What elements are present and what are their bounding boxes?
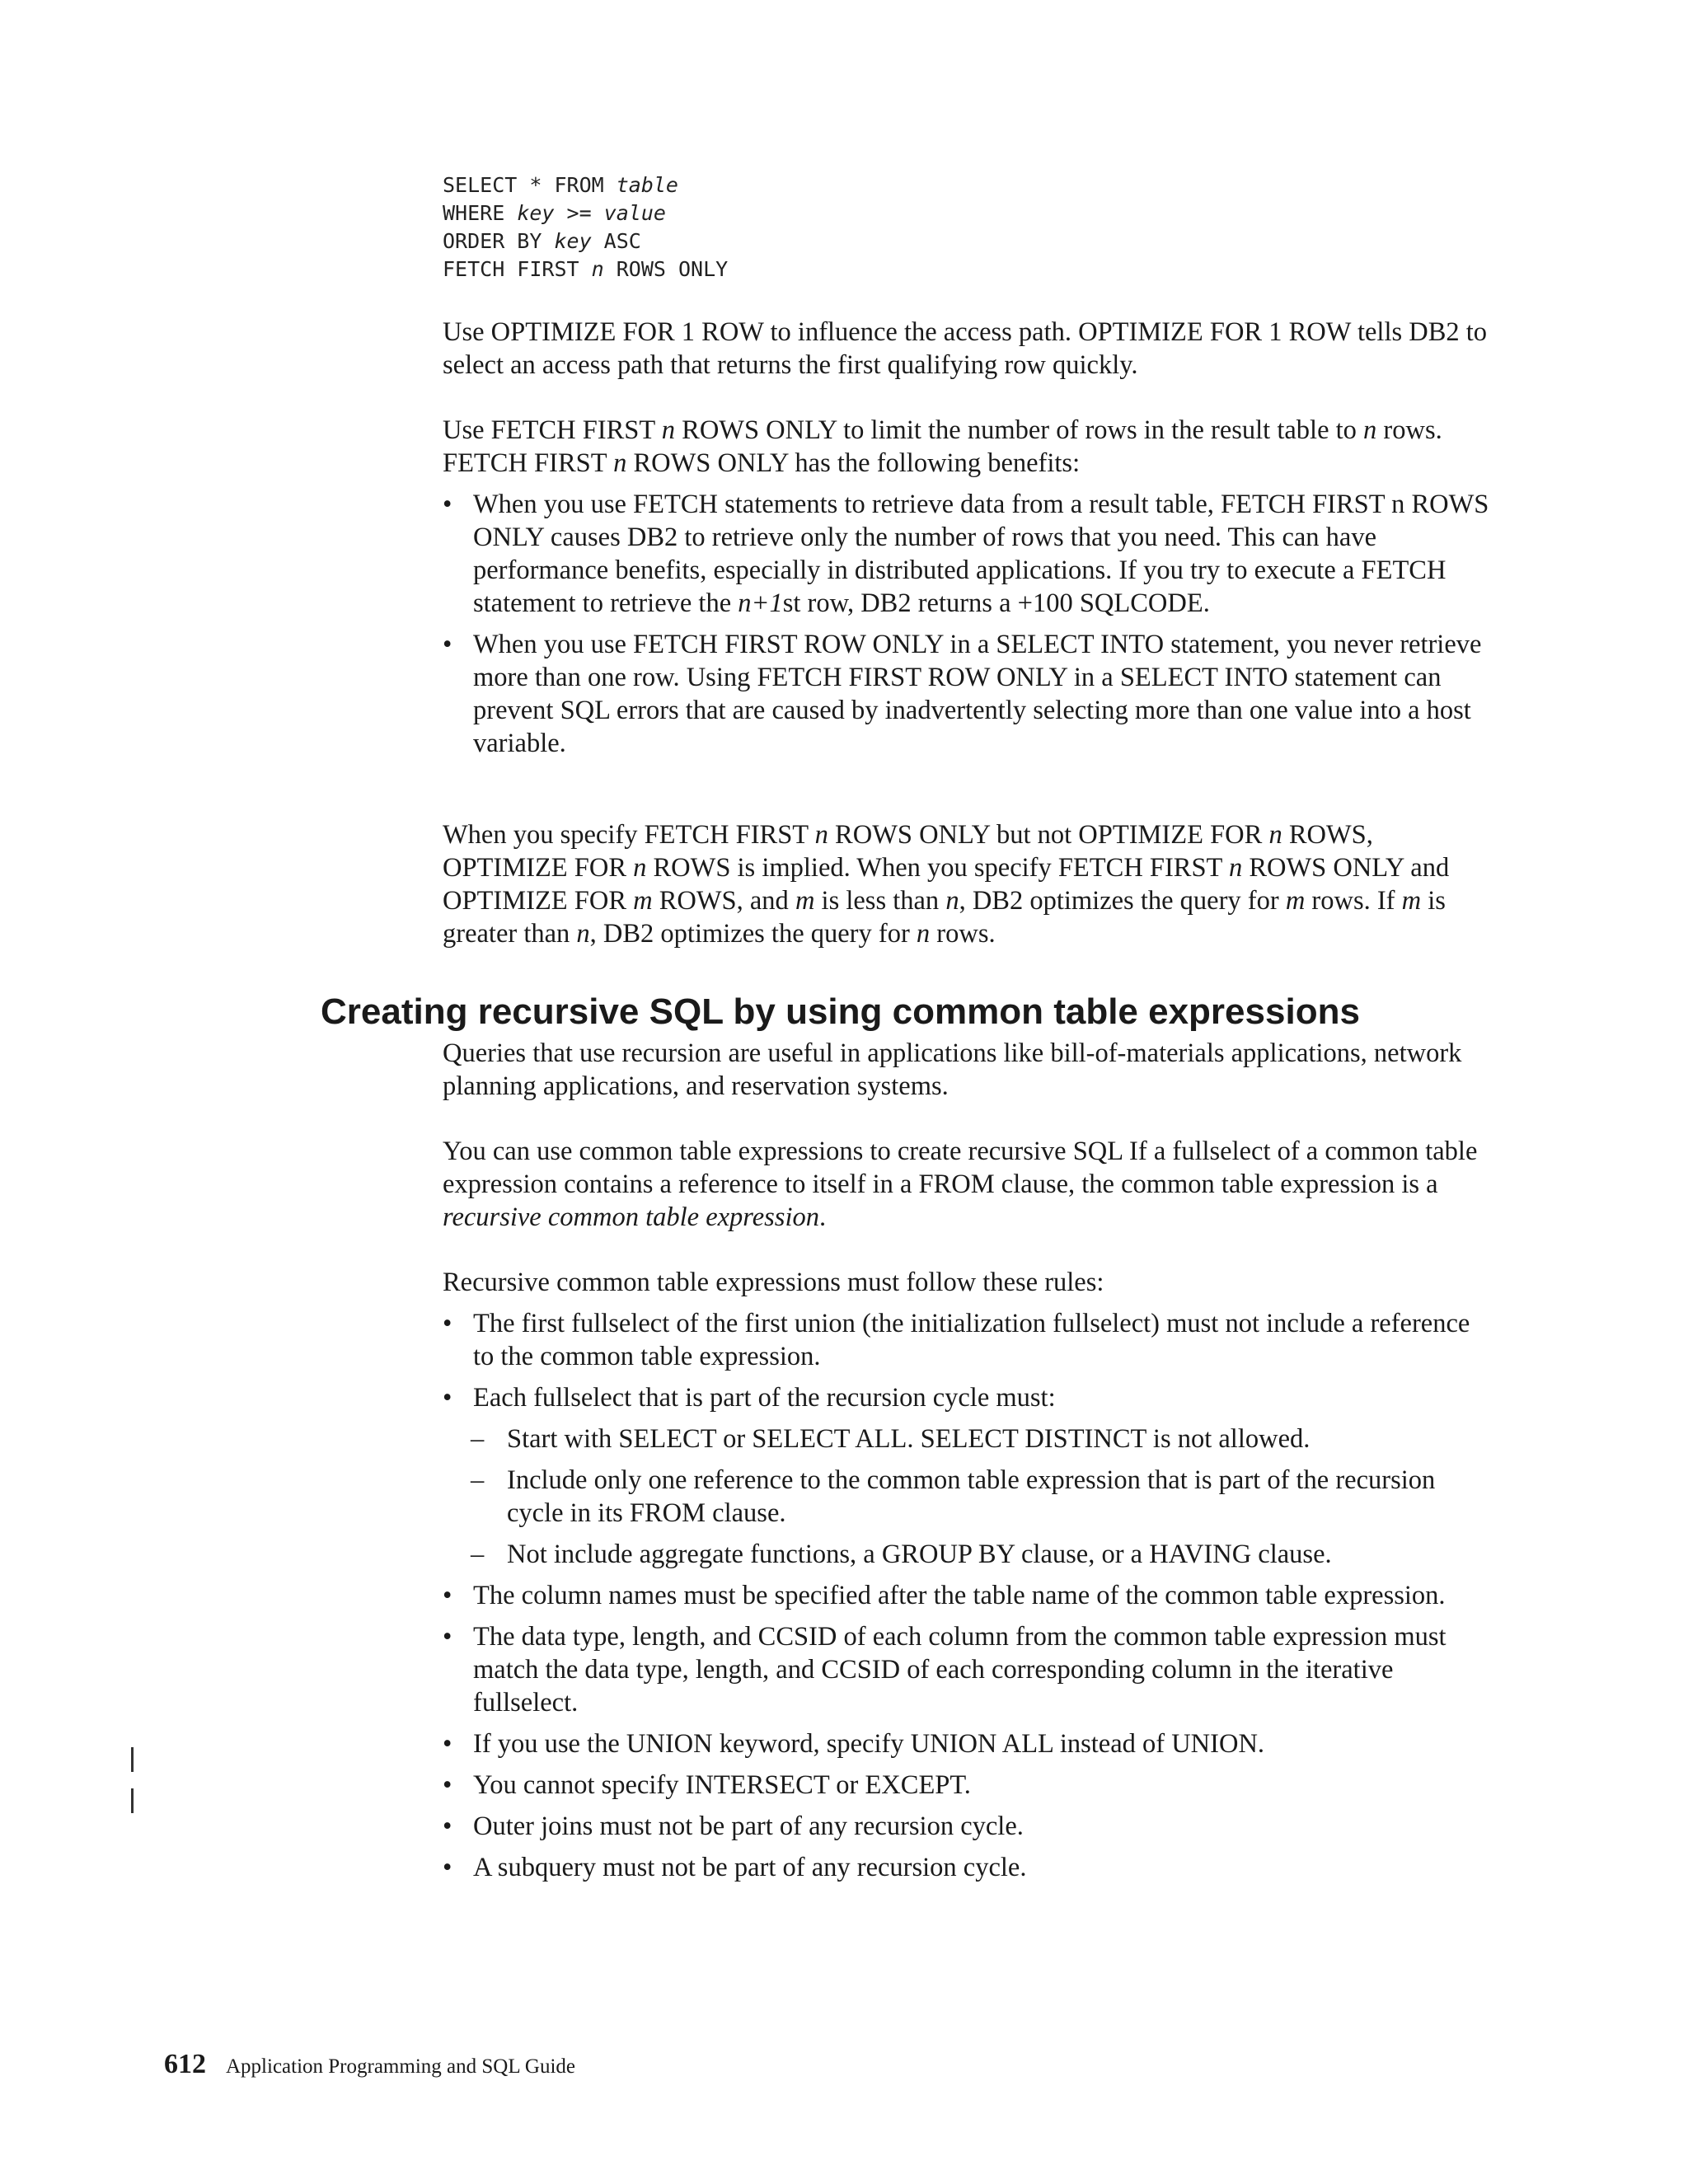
bullet-icon: • [443,630,452,659]
rules-list-continued [443,1579,1489,1884]
list-item: • Each fullselect that is part of the recursion cycle must: [443,1383,1056,1413]
bullet-icon: • [443,1581,452,1610]
paragraph-text: You can use common table expressions to create recursive SQL If a fullselect of a common table expression contains a reference to itself in a FROM clause, the common table expression is a recursive common table expression. [443,1137,1478,1232]
code-text: ROWS ONLY [603,257,729,281]
list-item: • You cannot specify INTERSECT or EXCEPT. [443,1770,971,1800]
rules-section [443,1266,1489,1884]
paragraph-text: When you specify FETCH FIRST n ROWS ONLY but not OPTIMIZE FOR n ROWS, OPTIMIZE FOR n ROWS is implied. When you specify FETCH FIRST n ROWS ONLY and OPTIMIZE FOR m ROWS, and m is less than n, DB2 optimizes the query for m rows. If m is greater than n, DB2 optimizes the query for n rows. [443,820,1450,949]
list-item: • The first fullselect of the first union (the initialization fullselect) must not include a reference to the common table expression. [443,1309,1470,1371]
bullet-icon: • [443,1770,452,1800]
code-line [443,171,728,199]
optimize-implied-paragraph [443,818,1489,950]
code-text: >= [554,201,604,225]
list-item: • The column names must be specified after the table name of the common table expression. [443,1581,1446,1610]
section-heading: Creating recursive SQL by using common table expressions [321,991,1360,1032]
paragraph-text: Queries that use recursion are useful in applications like bill-of-materials applications, network planning applications, and reservation systems. [443,1038,1462,1101]
code-variable: key [554,229,592,253]
bullet-icon: • [443,490,452,519]
recursion-cycle-sublist [443,1422,1489,1571]
code-text: FETCH FIRST [443,257,592,281]
paragraph-text: Recursive common table expressions must follow these rules: [443,1268,1104,1297]
code-variable: value [603,201,666,225]
code-text: ORDER BY [443,229,555,253]
page-number: 612 [164,2049,206,2079]
code-text: SELECT * FROM [443,173,617,197]
list-item: – Start with SELECT or SELECT ALL. SELECT DISTINCT is not allowed. [471,1424,1311,1454]
code-text: ASC [591,229,641,253]
list-item: • A subquery must not be part of any recursion cycle. [443,1853,1027,1882]
revision-bar [131,1788,134,1813]
list-item: • When you use FETCH FIRST ROW ONLY in a SELECT INTO statement, you never retrieve more than one row. Using FETCH FIRST ROW ONLY in a SELECT INTO statement can prevent SQL errors that are caused by inadvertently selecting more than one value into a host variable. [443,630,1482,758]
code-variable: n [591,257,604,281]
list-item: • The data type, length, and CCSID of each column from the common table expression must match the data type, length, and CCSID of each corresponding column in the iterative fullselect. [443,1622,1447,1718]
code-line [443,227,728,255]
footer-title: Application Programming and SQL Guide [226,2055,576,2078]
bullet-icon: • [443,1622,452,1652]
bullet-icon: • [443,1309,452,1338]
code-example [443,171,728,284]
bullet-icon: • [443,1729,452,1759]
list-item: • Outer joins must not be part of any recursion cycle. [443,1811,1024,1841]
page-footer [164,2050,575,2081]
code-variable: key [517,201,555,225]
bullet-icon: • [443,1853,452,1882]
list-item: – Not include aggregate functions, a GROUP BY clause, or a HAVING clause. [471,1540,1332,1569]
dash-icon: – [471,1465,485,1495]
list-item: • When you use FETCH statements to retrieve data from a result table, FETCH FIRST n ROWS ONLY causes DB2 to retrieve only the number of rows that you need. This can have performance benefits, especially in distributed applications. If you try to execute a FETCH statement to retrieve the n+1st row, DB2 returns a +100 SQLCODE. [443,490,1489,618]
fetch-first-section [443,414,1489,760]
code-line [443,255,728,284]
rules-list [443,1307,1489,1414]
recursive-cte-paragraph [443,1135,1489,1234]
dash-icon: – [471,1540,485,1569]
fetch-benefits-list [443,488,1489,760]
optimize-paragraph [443,316,1489,382]
code-variable: table [616,173,678,197]
code-line [443,199,728,227]
revision-bar [131,1747,134,1772]
recursion-intro-paragraph [443,1037,1489,1103]
bullet-icon: • [443,1383,452,1413]
bullet-icon: • [443,1811,452,1841]
list-item: • If you use the UNION keyword, specify UNION ALL instead of UNION. [443,1729,1265,1759]
list-item: – Include only one reference to the common table expression that is part of the recursion cycle in its FROM clause. [471,1465,1436,1528]
paragraph-text: Use OPTIMIZE FOR 1 ROW to influence the access path. OPTIMIZE FOR 1 ROW tells DB2 to select an access path that returns the first qualifying row quickly. [443,317,1488,380]
fetch-first-paragraph: Use FETCH FIRST n ROWS ONLY to limit the number of rows in the result table to n rows. FETCH FIRST n ROWS ONLY has the following benefits: [443,415,1442,478]
dash-icon: – [471,1424,485,1454]
code-text: WHERE [443,201,518,225]
